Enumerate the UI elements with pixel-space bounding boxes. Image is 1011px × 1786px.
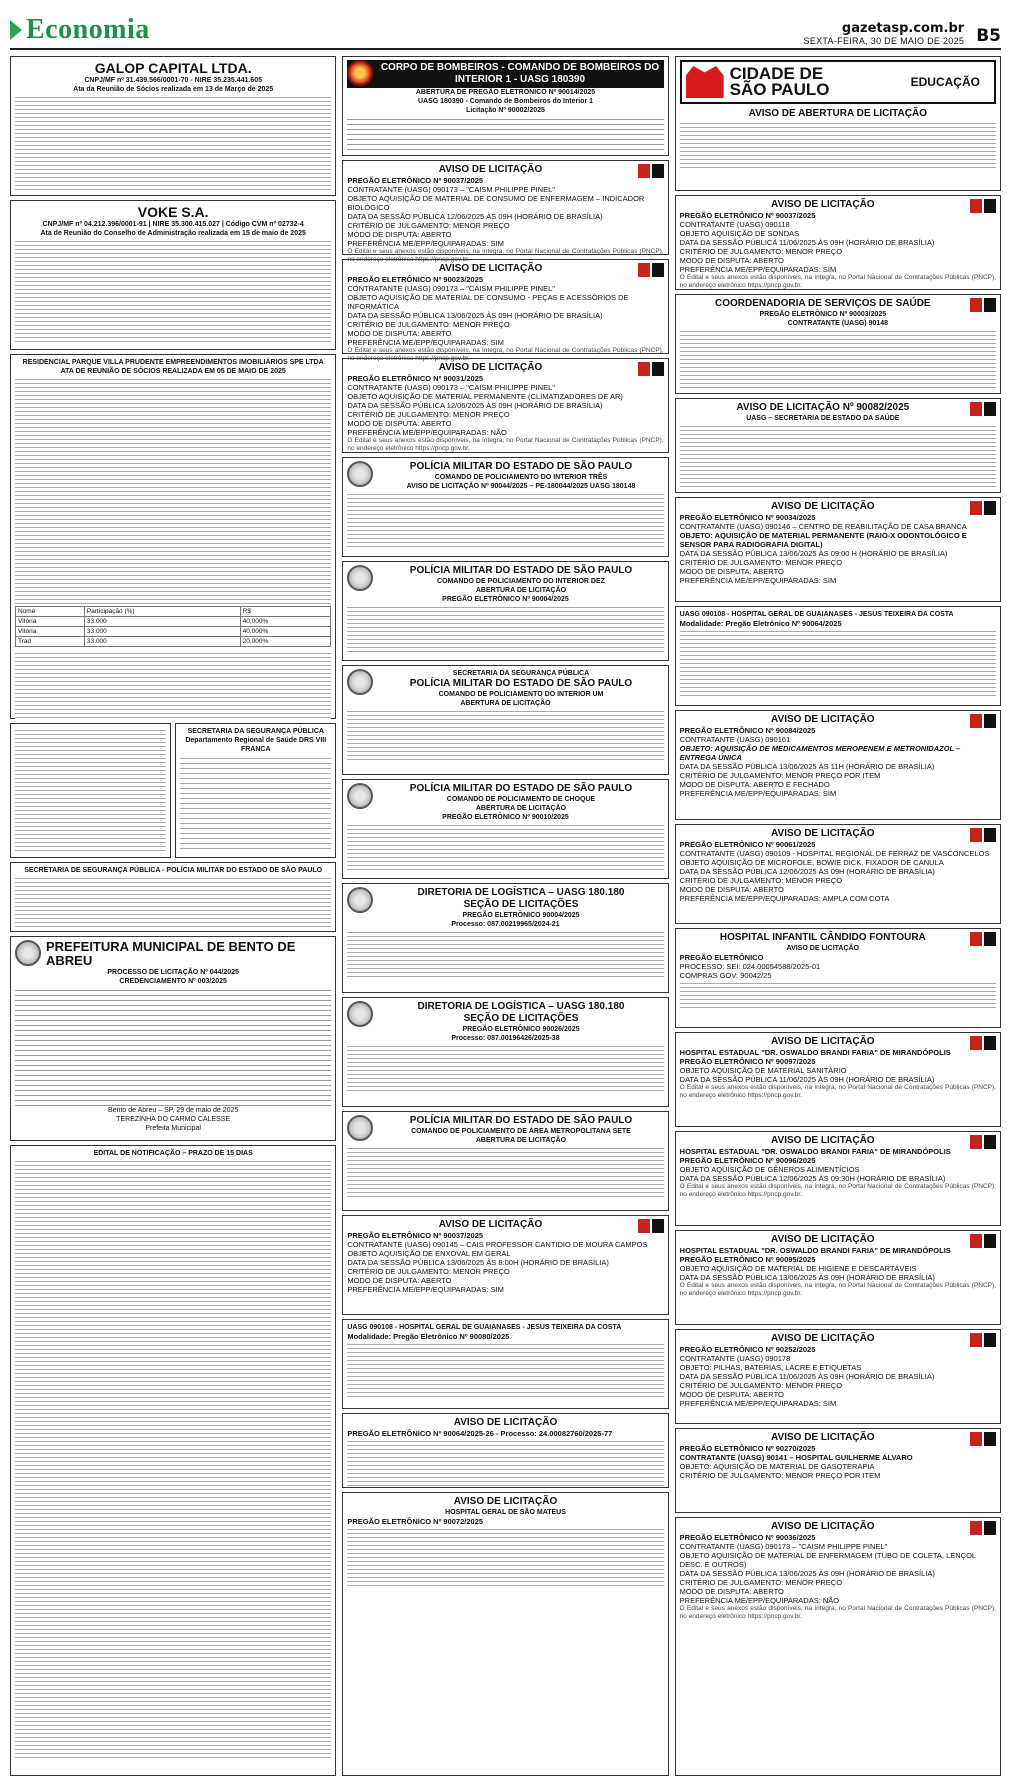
criterio: CRITÉRIO DE JULGAMENTO: MENOR PREÇO POR ITEM <box>679 771 881 780</box>
notice-subtitle: AVISO DE LICITAÇÃO Nº 90044/2025 – PE-180044/2025 UASG 180148 <box>406 483 636 490</box>
pregao-number: PREGÃO ELETRÔNICO Nº 90037/2025 <box>347 176 484 185</box>
table-cell: 33.000 <box>84 637 240 647</box>
notice-secretaria-saude <box>675 398 1001 493</box>
contratante: CONTRATANTE (UASG) 090173 – "CAISM PHILIPPE PINEL" <box>347 185 555 194</box>
table-cell: Vitória <box>16 627 85 637</box>
objeto: OBJETO AQUISIÇÃO DE MATERIAL DE CONSUMO DE ENFERMAGEM – INDICADOR BIOLÓGICO <box>347 194 645 212</box>
column-3 <box>675 56 1001 1776</box>
contratante: CONTRATANTE (UASG) 090118 <box>679 220 790 229</box>
notice-pair <box>10 723 336 858</box>
chevron-right-icon <box>10 20 22 40</box>
table-header-row <box>16 607 331 617</box>
preferencia: PREFERÊNCIA ME/EPP/EQUIPARADAS: AMPLA COM COTA <box>679 894 890 903</box>
notice-subtitle: CREDENCIAMENTO Nº 003/2025 <box>119 978 227 985</box>
modo: MODO DE DISPUTA: ABERTO E FECHADO <box>679 780 830 789</box>
notice-pm-metropolitana <box>342 1111 668 1211</box>
notice-subtitle: Licitação Nº 90002/2025 <box>466 107 545 114</box>
columns <box>10 56 1001 1776</box>
modo: MODO DE DISPUTA: ABERTO <box>347 419 452 428</box>
sp-government-logo-icon <box>970 1135 996 1149</box>
notice-subtitle: SEÇÃO DE LICITAÇÕES <box>463 899 579 910</box>
pregao-number: PREGÃO ELETRÔNICO Nº 90031/2025 <box>347 374 484 383</box>
page-number: B5 <box>976 26 1001 46</box>
notice-body <box>347 491 663 549</box>
sp-government-logo-icon <box>970 501 996 515</box>
contratante: CONTRATANTE (UASG) 090173 – "CAISM PHILIPPE PINEL" <box>679 1542 888 1551</box>
objeto: OBJETO AQUISIÇÃO DE MATERIAL PERMANENTE (CLIMATIZADORES DE AR) <box>347 392 623 401</box>
notice-subtitle: COMANDO DE POLICIAMENTO DO INTERIOR TRÊS <box>434 474 608 481</box>
pregao-number: PREGÃO ELETRÔNICO Nº 90064/2025-26 - Processo: 24.00082760/2025-77 <box>347 1429 613 1438</box>
criterio: CRITÉRIO DE JULGAMENTO: MENOR PREÇO <box>679 558 843 567</box>
processo: PROCESSO: SEI: 024.00054588/2025-01 <box>679 962 821 971</box>
compras-gov: COMPRAS GOV: 90042/25 <box>679 971 772 980</box>
notice-body <box>680 120 996 168</box>
notice-aviso-90031 <box>342 358 668 453</box>
notice-guaianases-2 <box>675 606 1001 706</box>
department-name: EDUCAÇÃO <box>910 74 980 89</box>
modo: MODO DE DISPUTA: ABERTO <box>679 567 784 576</box>
notice-aviso-sondas <box>675 195 1001 290</box>
objeto: OBJETO: AQUISIÇÃO DE MATERIAL PERMANENTE (RAIO-X ODONTOLÓGICO E SENSOR PARA RADIOGRAFIA DIGITAL) <box>679 531 967 549</box>
notice-title: HOSPITAL ESTADUAL "DR. OSWALDO BRANDI FARIA" DE MIRANDÓPOLIS <box>679 1048 951 1057</box>
modo: MODO DE DISPUTA: ABERTO <box>679 1587 784 1596</box>
notice-title: AVISO DE LICITAÇÃO Nº 90082/2025 <box>736 402 910 413</box>
notice-body <box>347 1341 663 1399</box>
notice-subtitle: ATA DE REUNIÃO DE SÓCIOS REALIZADA EM 05 DE MAIO DE 2025 <box>60 368 286 375</box>
objeto: OBJETO: PILHAS, BATERIAS, LACRE E ETIQUETAS <box>679 1363 862 1372</box>
municipal-seal-icon <box>15 940 41 966</box>
notice-head: AVISO DE ABERTURA DE LICITAÇÃO <box>748 108 927 119</box>
footer-note: O Edital e seus anexos estão disponíveis, na íntegra, no Portal Nacional de Contratações Públicas (PNCP), no endereço eletrônico https://pncp.gov.br. <box>679 1183 996 1198</box>
notice-title: SECRETARIA DE SEGURANÇA PÚBLICA - POLÍCIA MILITAR DO ESTADO DE SÃO PAULO <box>24 867 323 874</box>
preferencia: PREFERÊNCIA ME/EPP/EQUIPARADAS: SIM <box>347 239 504 248</box>
notice-body <box>347 929 663 979</box>
notice-aviso-90037 <box>342 160 668 263</box>
notice-bento-de-abreu <box>10 936 336 1141</box>
notice-head: AVISO DE LICITAÇÃO <box>771 501 875 512</box>
notice-subtitle: ABERTURA DE LICITAÇÃO <box>475 805 567 812</box>
notice-title: DIRETORIA DE LOGÍSTICA – UASG 180.180 <box>417 1001 625 1012</box>
signature-role: Prefeita Municipal <box>145 1125 201 1132</box>
notice-head: AVISO DE LICITAÇÃO <box>771 1036 875 1047</box>
preferencia: PREFERÊNCIA ME/EPP/EQUIPARADAS: SIM <box>679 576 837 585</box>
notice-body <box>680 423 996 487</box>
pregao-number: PREGÃO ELETRÔNICO Nº 90084/2025 <box>679 726 816 735</box>
objeto: OBJETO AQUISIÇÃO DE MATERIAL DE ENFERMAGEM (TUBO DE COLETA, LENÇOL DESC. E OUTROS) <box>679 1551 976 1569</box>
notice-subtitle: ABERTURA DE LICITAÇÃO <box>460 700 551 707</box>
objeto: OBJETO AQUISIÇÃO DE MICROFOLE, BOWIE DICK, FIXADOR DE CANULA <box>679 858 944 867</box>
notice-subtitle: POLÍCIA MILITAR DO ESTADO DE SÃO PAULO <box>409 678 633 689</box>
section-name: Economia <box>26 14 150 45</box>
pregao-label: PREGÃO ELETRÔNICO <box>679 953 764 962</box>
column-2 <box>342 56 668 1776</box>
masthead-meta <box>804 21 1001 46</box>
session-date: DATA DA SESSÃO PÚBLICA 11/06/2025 ÀS 09H (HORÁRIO DE BRASÍLIA) <box>679 1372 935 1381</box>
notice-body <box>347 604 663 654</box>
city-logo <box>680 60 996 104</box>
sp-government-logo-icon <box>638 362 664 376</box>
sp-government-logo-icon <box>638 263 664 277</box>
pregao-number: PREGÃO ELETRÔNICO Nº 90097/2025 <box>679 1057 816 1066</box>
notice-subtitle: Ata da Reunião de Sócios realizada em 13 de Março de 2025 <box>73 86 274 93</box>
notice-subtitle: COMANDO DE POLICIAMENTO DO INTERIOR DEZ <box>437 578 605 585</box>
notice-body <box>347 1043 663 1093</box>
notice-body <box>15 986 331 1106</box>
table-cell: Vitória <box>16 617 85 627</box>
masthead <box>10 0 1001 50</box>
notice-pm-interior-um <box>342 665 668 775</box>
objeto: OBJETO AQUISIÇÃO DE MATERIAL DE CONSUMO - PEÇAS E ACESSÓRIOS DE INFORMÁTICA <box>347 293 629 311</box>
notice-subtitle: UASG 180390 - Comando de Bombeiros do Interior 1 <box>417 98 594 105</box>
notice-registry <box>10 723 171 858</box>
modalidade: Modalidade: Pregão Eletrônico Nº 90080/2025 <box>347 1332 510 1341</box>
session-date: DATA DA SESSÃO PÚBLICA 13/06/2025 ÀS 09H (HORÁRIO DE BRASÍLIA) <box>347 311 603 320</box>
notice-subtitle: UASG – SECRETARIA DE ESTADO DA SAÚDE <box>746 415 900 422</box>
modalidade: Modalidade: Pregão Eletrônico Nº 90064/2025 <box>679 619 842 628</box>
sp-government-logo-icon <box>970 1521 996 1535</box>
notice-body <box>680 628 996 698</box>
notice-logistica-90004 <box>342 883 668 993</box>
pregao-number: PREGÃO ELETRÔNICO Nº 90252/2025 <box>679 1345 816 1354</box>
preferencia: PREFERÊNCIA ME/EPP/EQUIPARADAS: SIM <box>679 265 837 274</box>
contratante: CONTRATANTE (UASG) 090145 – CAIS PROFESSOR CANTIDIO DE MOURA CAMPOS <box>347 1240 648 1249</box>
notice-subtitle: PROCESSO DE LICITAÇÃO Nº 044/2025 <box>107 969 239 976</box>
notice-title: RESIDENCIAL PARQUE VILLA PRUDENTE EMPREENDIMENTOS IMOBILIÁRIOS SPE LTDA <box>22 359 324 366</box>
footer-note: O Edital e seus anexos estão disponíveis, na íntegra, no Portal Nacional de Contratações Públicas (PNCP), no endereço eletrônico https://pncp.gov.br. <box>679 1084 996 1099</box>
notice-galop <box>10 56 336 196</box>
notice-subtitle: COMANDO DE POLICIAMENTO DO INTERIOR UM <box>438 691 604 698</box>
notice-pm-interior-dez <box>342 561 668 661</box>
notice-head: AVISO DE LICITAÇÃO <box>438 362 543 373</box>
notice-voke <box>10 200 336 350</box>
preferencia: PREFERÊNCIA ME/EPP/EQUIPARADAS: NÃO <box>347 428 507 437</box>
table-row <box>16 617 331 627</box>
pregao-number: PREGÃO ELETRÔNICO Nº 90095/2025 <box>679 1255 816 1264</box>
notice-subtitle: PREGÃO ELETRÔNICO 90004/2025 <box>462 912 580 919</box>
notice-subtitle: SEÇÃO DE LICITAÇÕES <box>463 1013 579 1024</box>
modo: MODO DE DISPUTA: ABERTO <box>679 885 784 894</box>
criterio: CRITÉRIO DE JULGAMENTO: MENOR PREÇO <box>679 247 843 256</box>
contratante: CONTRATANTE (UASG) 090173 – "CAISM PHILIPPE PINEL" <box>347 383 555 392</box>
notice-subtitle: PREGÃO ELETRÔNICO 90026/2025 <box>462 1026 580 1033</box>
notice-subtitle: CNPJ/MF nº 04.212.396/0001-91 | NIRE 35.300.415.027 | Código CVM nº 02732-4 <box>42 221 304 228</box>
table-row <box>16 627 331 637</box>
notice-head: AVISO DE LICITAÇÃO <box>453 1417 558 1428</box>
table-cell: 20,000% <box>240 637 331 647</box>
criterio: CRITÉRIO DE JULGAMENTO: MENOR PREÇO <box>679 1578 843 1587</box>
modo: MODO DE DISPUTA: ABERTO <box>679 256 784 265</box>
sp-government-logo-icon <box>970 1234 996 1248</box>
table-cell: 33.000 <box>84 617 240 627</box>
session-date: DATA DA SESSÃO PÚBLICA 12/06/2025 ÀS 09H (HORÁRIO DE BRASÍLIA) <box>347 212 603 221</box>
notice-aviso-ferraz <box>675 824 1001 924</box>
pregao-number: PREGÃO ELETRÔNICO Nº 90061/2025 <box>679 840 816 849</box>
contratante: CONTRATANTE (UASG) 090161 <box>679 735 791 744</box>
signature-place-date: Bento de Abreu – SP, 29 de maio de 2025 <box>108 1107 239 1114</box>
notice-body <box>180 754 331 850</box>
notice-head: AVISO DE LICITAÇÃO <box>771 1234 875 1245</box>
pregao-number: PREGÃO ELETRÔNICO Nº 90270/2025 <box>679 1444 816 1453</box>
notice-body <box>15 875 331 927</box>
notice-pm-info <box>10 862 336 932</box>
objeto: OBJETO AQUISIÇÃO DE ENXOVAL EM GERAL <box>347 1249 511 1258</box>
session-date: DATA DA SESSÃO PÚBLICA 13/06/2025 ÀS 11H (HORÁRIO DE BRASÍLIA) <box>679 762 935 771</box>
pregao-number: PREGÃO ELETRÔNICO Nº 90023/2025 <box>347 275 484 284</box>
notice-drs-franca <box>175 723 336 858</box>
city-name-line1: CIDADE DE <box>729 64 824 83</box>
session-date: DATA DA SESSÃO PÚBLICA 12/06/2025 ÀS 09H (HORÁRIO DE BRASÍLIA) <box>679 867 935 876</box>
modo: MODO DE DISPUTA: ABERTO <box>347 1276 452 1285</box>
notice-candido-fontoura <box>675 928 1001 1028</box>
notice-aviso-enfermagem <box>675 1517 1001 1776</box>
notice-aviso-pilhas <box>675 1329 1001 1424</box>
preferencia: PREFERÊNCIA ME/EPP/EQUIPARADAS: SIM <box>679 789 837 798</box>
notice-title: VOKE S.A. <box>137 204 209 220</box>
criterio: CRITÉRIO DE JULGAMENTO: MENOR PREÇO <box>347 221 510 230</box>
column-1 <box>10 56 336 1776</box>
notice-body <box>15 650 331 720</box>
notice-head: AVISO DE LICITAÇÃO <box>438 164 543 175</box>
notice-subtitle: COMANDO DE POLICIAMENTO DE CHOQUE <box>446 796 596 803</box>
notice-aviso-casa-branca <box>675 497 1001 602</box>
notice-body <box>347 115 663 151</box>
table-header: R$ <box>240 607 331 617</box>
notice-head: AVISO DE LICITAÇÃO <box>771 1135 875 1146</box>
notice-title: PREFEITURA MUNICIPAL DE BENTO DE ABREU <box>46 939 296 968</box>
notice-title: HOSPITAL ESTADUAL "DR. OSWALDO BRANDI FARIA" DE MIRANDÓPOLIS <box>679 1147 951 1156</box>
notice-subtitle: Departamento Regional de Saúde DRS VIII FRANCA <box>185 737 327 753</box>
table-row <box>16 637 331 647</box>
pregao-number: PREGÃO ELETRÔNICO Nº 90072/2025 <box>347 1517 484 1526</box>
table-header: Nome <box>16 607 85 617</box>
notice-title: CORPO DE BOMBEIROS - COMANDO DE BOMBEIROS DO INTERIOR 1 - UASG 180390 <box>347 60 663 88</box>
footer-note: O Edital e seus anexos estão disponíveis, na íntegra, no Portal Nacional de Contratações Públicas (PNCP), no endereço eletrônico https://pncp.gov.br. <box>679 1282 996 1297</box>
city-name-line2: SÃO PAULO <box>729 80 830 99</box>
sp-government-logo-icon <box>970 298 996 312</box>
notice-body <box>347 1145 663 1200</box>
sp-government-logo-icon <box>970 714 996 728</box>
notice-subtitle: Processo: 087.00196426/2025-38 <box>451 1035 560 1042</box>
notice-mirandopolis-3 <box>675 1230 1001 1325</box>
notice-head: AVISO DE LICITAÇÃO <box>453 1496 558 1507</box>
notice-body <box>347 1438 663 1486</box>
contratante: CONTRATANTE (UASG) 090146 – CENTRO DE REABILITAÇÃO DE CASA BRANCA <box>679 522 967 531</box>
notice-subtitle: CNPJ/MF nº 31.439.566/0001-70 - NIRE 35.235.441.605 <box>84 77 262 84</box>
contratante: CONTRATANTE (UASG) 090173 – "CAISM PHILIPPE PINEL" <box>347 284 555 293</box>
notice-body <box>15 376 331 606</box>
notice-subtitle: ABERTURA DE PREGÃO ELETRÔNICO Nº 90014/2025 <box>415 89 596 96</box>
notice-title: HOSPITAL GERAL DE SÃO MATEUS <box>445 1509 566 1516</box>
session-date: DATA DA SESSÃO PÚBLICA 12/06/2025 ÀS 09:30H (HORÁRIO DE BRASÍLIA) <box>679 1174 946 1183</box>
notice-head: AVISO DE LICITAÇÃO <box>771 1432 875 1443</box>
footer-note: O Edital e seus anexos estão disponíveis, na íntegra, no Portal Nacional de Contratações Públicas (PNCP), no endereço eletrônico https://pncp.gov.br. <box>347 248 664 263</box>
objeto: OBJETO: AQUISIÇÃO DE MATERIAL DE GASOTERAPIA <box>679 1462 875 1471</box>
session-date: DATA DA SESSÃO PÚBLICA 13/06/2025 ÀS 09:00 H (HORÁRIO DE BRASÍLIA) <box>679 549 948 558</box>
notice-head: AVISO DE LICITAÇÃO <box>438 263 543 274</box>
notice-head: AVISO DE LICITAÇÃO <box>771 828 875 839</box>
pregao-number: PREGÃO ELETRÔNICO Nº 90036/2025 <box>679 1533 816 1542</box>
notice-sao-mateus <box>342 1492 668 1776</box>
notice-residencial <box>10 354 336 719</box>
pregao-number: PREGÃO ELETRÔNICO Nº 90096/2025 <box>679 1156 816 1165</box>
notice-subtitle: PREGÃO ELETRÔNICO Nº 90004/2025 <box>442 596 569 603</box>
table-cell: 40,000% <box>240 627 331 637</box>
notice-subtitle: PREGÃO ELETRÔNICO Nº 90003/2025 <box>759 311 887 318</box>
notice-head: AVISO DE LICITAÇÃO <box>771 199 875 210</box>
notice-title: POLÍCIA MILITAR DO ESTADO DE SÃO PAULO <box>409 461 633 472</box>
notice-title: GALOP CAPITAL LTDA. <box>94 60 252 76</box>
modo: MODO DE DISPUTA: ABERTO <box>679 1390 784 1399</box>
notice-body <box>680 980 996 1010</box>
footer-note: O Edital e seus anexos estão disponíveis, na íntegra, no Portal Nacional de Contratações Públicas (PNCP), no endereço eletrônico https://pncp.gov.br. <box>347 347 664 362</box>
notice-pm-interior-tres <box>342 457 668 557</box>
criterio: CRITÉRIO DE JULGAMENTO: MENOR PREÇO <box>679 876 843 885</box>
pregao-number: PREGÃO ELETRÔNICO Nº 90034/2025 <box>679 513 816 522</box>
preferencia: PREFERÊNCIA ME/EPP/EQUIPARADAS: SIM <box>679 1399 837 1408</box>
notice-body <box>15 94 331 190</box>
sp-government-logo-icon <box>970 1036 996 1050</box>
contratante: CONTRATANTE (UASG) 90141 – HOSPITAL GUILHERME ÁLVARO <box>679 1453 913 1462</box>
notice-body <box>15 727 166 852</box>
notice-head: AVISO DE LICITAÇÃO <box>771 714 875 725</box>
objeto: OBJETO AQUISIÇÃO DE MATERIAL SANITÁRIO <box>679 1066 847 1075</box>
criterio: CRITÉRIO DE JULGAMENTO: MENOR PREÇO POR ITEM <box>679 1471 881 1480</box>
notice-title: HOSPITAL ESTADUAL "DR. OSWALDO BRANDI FARIA" DE MIRANDÓPOLIS <box>679 1246 951 1255</box>
table-header: Participação (%) <box>84 607 240 617</box>
pregao-number: PREGÃO ELETRÔNICO Nº 90037/2025 <box>347 1231 484 1240</box>
notice-subtitle: Ata de Reunião do Conselho de Administração realizada em 15 de maio de 2025 <box>40 230 306 237</box>
notice-body <box>347 822 663 872</box>
notice-title: SECRETARIA DA SEGURANÇA PÚBLICA <box>452 670 590 677</box>
notice-pm-choque <box>342 779 668 879</box>
issue-date: SEXTA-FEIRA, 30 DE MAIO DE 2025 <box>803 36 965 46</box>
footer-note: O Edital e seus anexos estão disponíveis, na íntegra, no Portal Nacional de Contratações Públicas (PNCP), no endereço eletrônico https://pncp.gov.br. <box>679 274 996 289</box>
session-date: DATA DA SESSÃO PÚBLICA 13/06/2025 ÀS 8:00H (HORÁRIO DE BRASÍLIA) <box>347 1258 609 1267</box>
modo: MODO DE DISPUTA: ABERTO <box>347 230 452 239</box>
notice-body <box>347 708 663 760</box>
notice-guaianases <box>342 1319 668 1409</box>
sp-government-logo-icon <box>638 1219 664 1233</box>
notice-mirandopolis-2 <box>675 1131 1001 1226</box>
preferencia: PREFERÊNCIA ME/EPP/EQUIPARADAS: NÃO <box>679 1596 840 1605</box>
criterio: CRITÉRIO DE JULGAMENTO: MENOR PREÇO <box>347 410 510 419</box>
notice-title: SECRETARIA DA SEGURANÇA PÚBLICA <box>187 728 324 735</box>
session-date: DATA DA SESSÃO PÚBLICA 11/06/2025 ÀS 09H (HORÁRIO DE BRASÍLIA) <box>679 1075 935 1084</box>
session-date: DATA DA SESSÃO PÚBLICA 13/06/2025 ÀS 09H (HORÁRIO DE BRASÍLIA) <box>679 1569 935 1578</box>
notice-aviso-meropenem <box>675 710 1001 820</box>
notice-bombeiros <box>342 56 668 156</box>
criterio: CRITÉRIO DE JULGAMENTO: MENOR PREÇO <box>347 320 510 329</box>
notice-subtitle: CONTRATANTE (UASG) 90148 <box>787 320 889 327</box>
notice-body <box>680 328 996 388</box>
notice-title: DIRETORIA DE LOGÍSTICA – UASG 180.180 <box>417 887 625 898</box>
notice-title: POLÍCIA MILITAR DO ESTADO DE SÃO PAULO <box>409 783 633 794</box>
section-label <box>10 14 150 46</box>
notice-coordenadoria <box>675 294 1001 394</box>
city-name <box>730 66 830 98</box>
notice-subtitle: PREGÃO ELETRÔNICO Nº 90010/2025 <box>442 814 569 821</box>
notice-head: AVISO DE LICITAÇÃO <box>771 1333 875 1344</box>
objeto: OBJETO AQUISIÇÃO DE GÊNEROS ALIMENTÍCIOS <box>679 1165 860 1174</box>
notice-title: UASG 090108 - HOSPITAL GERAL DE GUAIANASES - JESUS TEIXEIRA DA COSTA <box>679 611 954 618</box>
pregao-number: PREGÃO ELETRÔNICO Nº 90037/2025 <box>679 211 816 220</box>
objeto: OBJETO: AQUISIÇÃO DE MEDICAMENTOS MEROPENEM E METRONIDAZOL – ENTREGA ÚNICA <box>679 744 961 762</box>
session-date: DATA DA SESSÃO PÚBLICA 12/06/2025 ÀS 09H (HORÁRIO DE BRASÍLIA) <box>347 401 603 410</box>
notice-city-sao-paulo <box>675 56 1001 191</box>
preferencia: PREFERÊNCIA ME/EPP/EQUIPARADAS: SIM <box>347 1285 504 1294</box>
table-cell: 33.000 <box>84 627 240 637</box>
notice-aviso-90023 <box>342 259 668 362</box>
notice-subtitle: Processo: 087.00219965/2024-21 <box>451 921 560 928</box>
sp-government-logo-icon <box>970 402 996 416</box>
criterio: CRITÉRIO DE JULGAMENTO: MENOR PREÇO <box>347 1267 510 1276</box>
notice-aviso-90064 <box>342 1413 668 1488</box>
table-cell: Trad <box>16 637 85 647</box>
notice-body <box>15 1158 331 1758</box>
notice-subtitle: ABERTURA DE LICITAÇÃO <box>475 1137 567 1144</box>
sp-government-logo-icon <box>970 199 996 213</box>
sp-government-logo-icon <box>970 1333 996 1347</box>
modo: MODO DE DISPUTA: ABERTO <box>347 329 452 338</box>
contratante: CONTRATANTE (UASG) 090109 - HOSPITAL REGIONAL DE FERRAZ DE VASCONCELOS <box>679 849 990 858</box>
objeto: OBJETO AQUISIÇÃO DE MATERIAL DE HIGIENE E DESCARTÁVEIS <box>679 1264 917 1273</box>
quota-table <box>15 606 331 647</box>
notice-edital <box>10 1145 336 1776</box>
sp-government-logo-icon <box>970 932 996 946</box>
notice-title: COORDENADORIA DE SERVIÇOS DE SAÚDE <box>715 298 931 309</box>
notice-title: UASG 090108 - HOSPITAL GERAL DE GUAIANASES - JESUS TEIXEIRA DA COSTA <box>347 1324 622 1331</box>
notice-title: EDITAL DE NOTIFICAÇÃO – PRAZO DE 15 DIAS <box>93 1150 253 1157</box>
footer-note: O Edital e seus anexos estão disponíveis, na íntegra, no Portal Nacional de Contratações Públicas (PNCP), no endereço eletrônico https://pncp.gov.br. <box>347 437 664 452</box>
notice-title: POLÍCIA MILITAR DO ESTADO DE SÃO PAULO <box>409 1115 633 1126</box>
session-date: DATA DA SESSÃO PÚBLICA 11/06/2025 ÀS 09H (HORÁRIO DE BRASÍLIA) <box>679 238 935 247</box>
notice-head: AVISO DE LICITAÇÃO <box>438 1219 543 1230</box>
notice-head: AVISO DE LICITAÇÃO <box>771 1521 875 1532</box>
notice-aviso-cais <box>342 1215 668 1315</box>
sp-government-logo-icon <box>970 828 996 842</box>
notice-title: POLÍCIA MILITAR DO ESTADO DE SÃO PAULO <box>409 565 633 576</box>
notice-logistica-90026 <box>342 997 668 1107</box>
criterio: CRITÉRIO DE JULGAMENTO: MENOR PREÇO <box>679 1381 843 1390</box>
preferencia: PREFERÊNCIA ME/EPP/EQUIPARADAS: SIM <box>347 338 504 347</box>
sp-government-logo-icon <box>970 1432 996 1446</box>
sp-government-logo-icon <box>638 164 664 178</box>
table-cell: 40,000% <box>240 617 331 627</box>
notice-guilherme-alvaro <box>675 1428 1001 1513</box>
notice-title: HOSPITAL INFANTIL CÂNDIDO FONTOURA <box>719 932 926 943</box>
city-crown-icon <box>686 66 724 98</box>
site-url[interactable]: gazetasp.com.br <box>841 21 965 36</box>
footer-note: O Edital e seus anexos estão disponíveis, na íntegra, no Portal Nacional de Contratações Públicas (PNCP), no endereço eletrônico https://pncp.gov.br. <box>679 1605 996 1620</box>
notice-subtitle: AVISO DE LICITAÇÃO <box>786 945 860 952</box>
notice-body <box>347 1526 663 1586</box>
notice-body <box>15 238 331 342</box>
session-date: DATA DA SESSÃO PÚBLICA 13/06/2025 ÀS 09H (HORÁRIO DE BRASÍLIA) <box>679 1273 935 1282</box>
objeto: OBJETO AQUISIÇÃO DE SONDAS <box>679 229 800 238</box>
notice-mirandopolis-1 <box>675 1032 1001 1127</box>
notice-subtitle: COMANDO DE POLICIAMENTO DE ÁREA METROPOLITANA SETE <box>411 1128 631 1135</box>
notice-subtitle: ABERTURA DE LICITAÇÃO <box>475 587 567 594</box>
signature-name: TEREZINHA DO CARMO CALESSE <box>116 1116 231 1123</box>
contratante: CONTRATANTE (UASG) 090178 <box>679 1354 791 1363</box>
